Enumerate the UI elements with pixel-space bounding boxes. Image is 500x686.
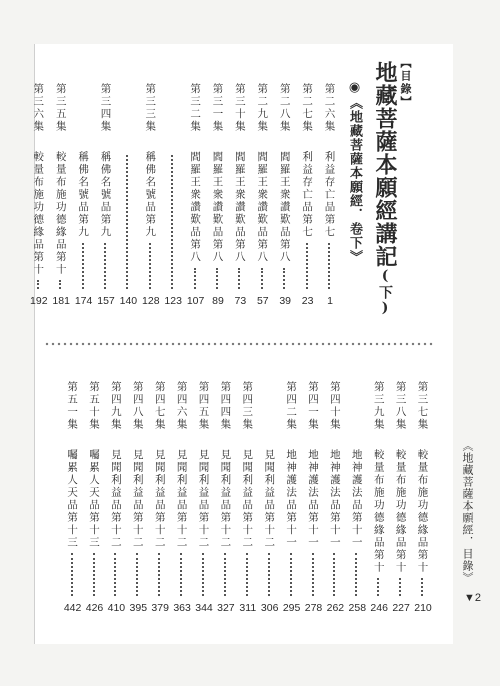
toc-title: 較量布施功德緣品第十 [32, 151, 45, 276]
toc-title: 見聞利益品第十二 [175, 449, 188, 549]
toc-entry [320, 83, 340, 307]
book-title [374, 61, 396, 317]
toc-entry [74, 83, 94, 307]
toc-page-number: 210 [414, 602, 432, 614]
toc-leader-dots [194, 268, 198, 290]
toc-chapter: 第四六集 [175, 381, 188, 431]
toc-chapter: 第五十集 [88, 381, 100, 431]
toc-chapter: 第四一集 [307, 381, 319, 431]
toc-entry [298, 83, 318, 307]
toc-chapter: 第三八集 [394, 381, 407, 431]
toc-entry [51, 83, 71, 307]
toc-leader-dots [246, 553, 250, 596]
section-divider [44, 341, 434, 347]
toc-entry [172, 381, 192, 614]
toc-entry [150, 381, 170, 614]
toc-leader-dots [59, 280, 63, 289]
toc-chapter: 第三九集 [372, 381, 385, 431]
section-tag: 【目錄】 [399, 57, 412, 109]
toc-leader-dots [312, 553, 316, 596]
toc-leader-dots [238, 268, 242, 290]
toc-title: 較量布施功德緣品第十 [394, 449, 407, 574]
toc-title: 見聞利益品第十二 [131, 449, 144, 549]
toc-title: 閻羅王衆讚歎品第八 [278, 151, 291, 264]
toc-title: 見聞利益品第十二 [219, 449, 232, 549]
toc-title: 閻羅王衆讚歎品第八 [233, 151, 246, 264]
toc-entry [96, 83, 116, 307]
toc-title: 稱佛名號品第九 [77, 151, 90, 239]
toc-leader-dots [283, 268, 287, 290]
toc-title: 較量布施功德緣品第十 [54, 151, 67, 276]
toc-page-number: 1 [327, 295, 333, 307]
toc-title: 稱佛名號品第九 [99, 151, 112, 239]
toc-leader-dots [377, 578, 381, 596]
toc-entry [63, 381, 83, 614]
toc-page-number: 89 [212, 295, 224, 307]
toc-entry [391, 381, 411, 614]
toc-chapter: 第四三集 [241, 381, 254, 431]
toc-title: 利益存亡品第七 [323, 151, 336, 239]
toc-title: 利益存亡品第七 [301, 151, 314, 239]
toc-leader-dots [126, 155, 130, 289]
toc-entry [253, 83, 273, 307]
toc-page-number: 379 [151, 602, 169, 614]
toc-chapter: 第三五集 [54, 83, 67, 133]
toc-title: 稱佛名號品第九 [144, 151, 157, 239]
toc-chapter: 第五一集 [66, 381, 79, 431]
toc-title: 較量布施功德緣品第十 [372, 449, 385, 574]
toc-chapter: 第二七集 [301, 83, 314, 133]
toc-chapter: 第四七集 [153, 381, 166, 431]
toc-chapter: 第三四集 [99, 83, 112, 133]
toc-page-number: 123 [164, 295, 182, 307]
toc-entry [282, 381, 302, 614]
toc-leader-dots [37, 280, 41, 289]
toc-page-number: 344 [195, 602, 213, 614]
toc-entry [304, 381, 324, 614]
toc-page-number: 128 [142, 295, 160, 307]
toc-chapter: 第四九集 [109, 381, 122, 431]
toc-chapter: 第四十集 [328, 381, 341, 431]
toc-leader-dots [202, 553, 206, 596]
toc-title: 見聞利益品第十二 [153, 449, 166, 549]
toc-title: 見聞利益品第十二 [241, 449, 254, 549]
toc-chapter: 第三七集 [416, 381, 429, 431]
toc-page-number: 426 [85, 602, 104, 614]
toc-chapter: 第三三集 [144, 83, 157, 133]
toc-chapter: 第二九集 [256, 83, 269, 133]
toc-chapter: 第四八集 [131, 381, 144, 431]
toc-title: 地神護法品第十一 [307, 449, 319, 549]
toc-chapter: 第四二集 [285, 381, 298, 431]
toc-entry [275, 83, 295, 307]
toc-leader-dots [399, 578, 403, 596]
toc-page-number: 140 [119, 295, 138, 307]
toc-entry [325, 381, 345, 614]
toc-page-number: 73 [234, 295, 247, 307]
toc-page-number: 295 [282, 602, 301, 614]
toc-entry [106, 381, 126, 614]
toc-page-number: 311 [239, 602, 257, 614]
toc-leader-dots [171, 155, 175, 289]
toc-leader-dots [421, 578, 425, 596]
toc-entry [118, 83, 138, 307]
toc-title: 閻羅王衆讚歎品第八 [189, 151, 202, 264]
toc-entry [194, 381, 214, 614]
toc-leader-dots [268, 553, 272, 596]
toc-leader-dots [114, 553, 118, 596]
toc-chapter: 第二六集 [323, 83, 336, 133]
toc-page-number: 39 [279, 295, 292, 307]
toc-entry [208, 83, 228, 307]
toc-leader-dots [136, 553, 140, 596]
toc-page-number: 327 [217, 602, 235, 614]
toc-leader-dots [93, 553, 97, 596]
toc-page-number: 306 [260, 602, 279, 614]
toc-title: 地神護法品第十一 [328, 449, 341, 549]
toc-title: 地神護法品第十一 [350, 449, 363, 549]
toc-page-number: 410 [107, 602, 126, 614]
toc-leader-dots [333, 553, 337, 596]
toc-entry [413, 381, 433, 614]
toc-chapter: 第二八集 [278, 83, 291, 133]
toc-entry [216, 381, 236, 614]
toc-title: 囑累人天品第十三 [66, 449, 79, 549]
toc-page-number: 174 [74, 295, 93, 307]
toc-leader-dots [306, 243, 310, 290]
toc-title: 閻羅王衆讚歎品第八 [211, 151, 224, 264]
toc-chapter: 第四五集 [197, 381, 210, 431]
toc-entry [347, 381, 367, 614]
toc-entry [29, 83, 49, 307]
toc-page-number: 192 [30, 295, 48, 307]
toc-page-number: 107 [186, 295, 205, 307]
toc-leader-dots [224, 553, 228, 596]
toc-title: 見聞利益品第十二 [109, 449, 122, 549]
toc-title: 見聞利益品第十二 [263, 449, 276, 549]
toc-chapter: 第三十集 [233, 83, 246, 133]
toc-page-number: 181 [52, 295, 70, 307]
toc-leader-dots [328, 243, 332, 290]
toc-title: 閻羅王衆讚歎品第八 [256, 151, 269, 264]
toc-entry [186, 83, 206, 307]
toc-entry [85, 381, 105, 614]
toc-leader-dots [180, 553, 184, 596]
toc-chapter: 第三一集 [211, 83, 224, 133]
toc-entry [369, 381, 389, 614]
toc-page-number: 278 [304, 602, 323, 614]
toc-page-number: 363 [173, 602, 191, 614]
toc-leader-dots [149, 243, 153, 290]
toc-entry [128, 381, 148, 614]
toc-page-number: 157 [97, 295, 115, 307]
page-number: ▼2 [464, 592, 482, 604]
toc-page-number: 227 [392, 602, 410, 614]
running-title: 《地藏菩薩本願經．目錄》 [461, 440, 474, 584]
toc-entry [163, 83, 183, 307]
toc-entry [260, 381, 280, 614]
book-title-text: 地藏菩薩本願經講記 [372, 61, 398, 268]
toc-leader-dots [261, 268, 265, 290]
toc-page-number: 395 [129, 602, 148, 614]
toc-title: 地神護法品第十一 [285, 449, 298, 549]
toc-leader-dots [104, 243, 108, 290]
volume-label: (下) [377, 268, 393, 317]
toc-page-number: 57 [256, 295, 269, 307]
volume-title: ◉《地藏菩薩本願經．卷下》 [347, 80, 362, 264]
toc-page-number: 246 [370, 602, 388, 614]
toc-leader-dots [71, 553, 75, 596]
toc-title: 囑累人天品第十三 [88, 449, 100, 549]
toc-leader-dots [158, 553, 162, 596]
toc-entry [238, 381, 258, 614]
toc-leader-dots [82, 243, 86, 290]
toc-leader-dots [290, 553, 294, 596]
toc-title: 見聞利益品第十二 [197, 449, 210, 549]
toc-leader-dots [216, 268, 220, 290]
toc-page-number: 442 [63, 602, 82, 614]
toc-entry [141, 83, 161, 307]
toc-page-number: 23 [301, 295, 314, 307]
toc-page-number: 258 [348, 602, 367, 614]
toc-chapter: 第四四集 [219, 381, 232, 431]
toc-chapter: 第三二集 [189, 83, 202, 133]
toc-entry [230, 83, 250, 307]
toc-chapter: 第三六集 [32, 83, 45, 133]
toc-leader-dots [355, 553, 359, 596]
toc-title: 較量布施功德緣品第十 [416, 449, 429, 574]
toc-page-number: 262 [326, 602, 345, 614]
